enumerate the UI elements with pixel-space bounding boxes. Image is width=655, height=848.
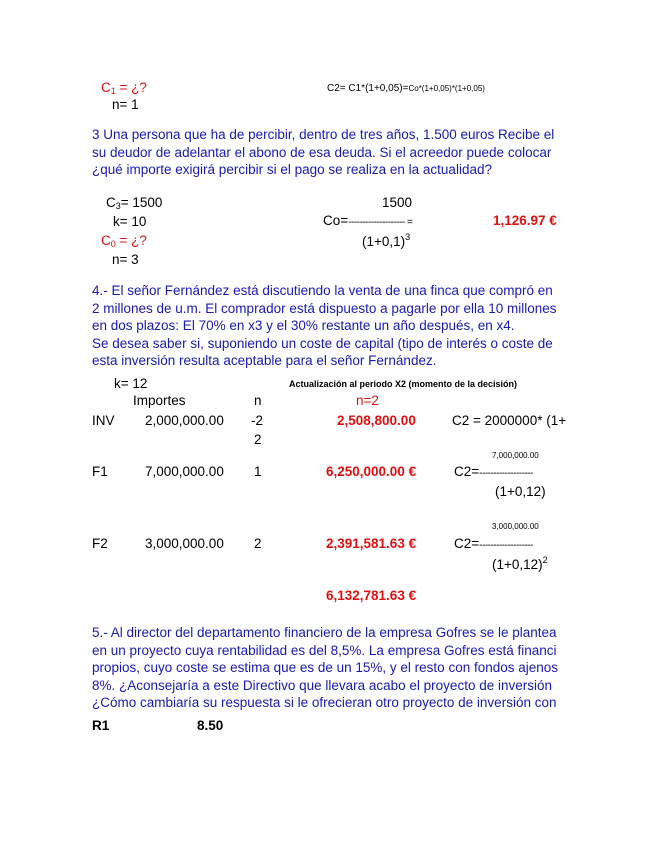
col-importes: Importes xyxy=(133,393,186,408)
c2-formula: C2= C1*(1+0,05)=Co*(1+0,05)*(1+0,05) xyxy=(327,83,485,94)
problem-4-statement: 4.- El señor Fernández está discutiendo la venta de una finca que compró en 2 millones de u.m. El comprador está dispuesto a pagarle por ella 10 millones en dos plazos: El 70% en x3 y el 30% restante un año después, en x4. Se desea saber si, suponiendo un coste de capital (tipo de interés o coste de esta inversión resulta aceptable para el señor Fernández. xyxy=(92,283,557,369)
row-f1-importe: 7,000,000.00 xyxy=(145,464,224,479)
total-value: 6,132,781.63 € xyxy=(326,588,417,603)
row-inv-value: 2,508,800.00 xyxy=(337,413,416,428)
c1-label: $C_1$ = ¿? xyxy=(101,80,147,96)
r1-label: R1 xyxy=(92,718,110,733)
n3-label: n= 3 xyxy=(112,252,139,267)
row-f1-label: F1 xyxy=(92,464,108,479)
row-inv-label: INV xyxy=(92,413,115,428)
row-f1-formula-den: (1+0,12) xyxy=(495,484,546,499)
row-f1-formula-num: 7,000,000.00 xyxy=(492,451,539,460)
result-value: 1,126.97 € xyxy=(493,213,557,228)
r1-value: 8.50 xyxy=(197,718,224,733)
row-f1-n: 1 xyxy=(254,464,262,479)
col-n2: n=2 xyxy=(356,393,379,408)
fraction-denominator: $(1+0,1)^3$ xyxy=(362,232,411,249)
problem-3-statement: 3 Una persona que ha de percibir, dentro de tres años, 1.500 euros Recibe el su deudor de adelantar el abono de esa deuda. Si el acreedor puede colocar ¿qué importe exigirá percibir si el pago se realiza en la actualidad? xyxy=(92,127,555,178)
col-n: n xyxy=(254,393,262,408)
row-inv-n-extra: 2 xyxy=(254,432,262,447)
row-f2-label: F2 xyxy=(92,536,108,551)
k12-label: k= 12 xyxy=(114,376,148,391)
row-inv-importe: 2,000,000.00 xyxy=(145,413,224,428)
row-f1-value: 6,250,000.00 € xyxy=(326,464,417,479)
fraction-numerator: 1500 xyxy=(382,195,413,210)
co-equals: Co=-------------------- = xyxy=(323,213,413,228)
row-f2-formula-eq: C2=------------------- xyxy=(454,536,533,551)
row-f2-formula-den: $(1+0,12)^2$ xyxy=(492,555,548,572)
problem-5-statement: 5.- Al director del departamento financiero de la empresa Gofres se le plantea en un proyecto cuya rentabilidad es del 8,5%. La empresa Gofres está financi propios, cuyo coste se estima que es de un 15%, y el resto con fondos ajenos 8%. ¿Aconsejaría a este Directivo que llevara acabo el proyecto de inversión ¿Cómo cambiaría su respuesta si le ofrecieran otro proyecto de inversión con xyxy=(92,625,559,711)
n1-label: n= 1 xyxy=(112,97,139,112)
col-actualizacion: Actualización al periodo X2 (momento de la decisión) xyxy=(289,379,518,389)
row-inv-formula: C2 = 2000000* (1+ xyxy=(452,414,567,428)
k-label: k= 10 xyxy=(113,214,147,229)
c0-label: $C_0$ = ¿? xyxy=(101,233,147,249)
row-f1-formula-eq: C2=------------------- xyxy=(454,464,533,479)
row-f2-formula-num: 3,000,000.00 xyxy=(492,522,539,531)
row-f2-n: 2 xyxy=(254,536,262,551)
row-f2-importe: 3,000,000.00 xyxy=(145,536,224,551)
row-inv-n: -2 xyxy=(251,413,264,428)
row-f2-value: 2,391,581.63 € xyxy=(326,536,417,551)
c3-label: $C_3= 1500$ xyxy=(106,195,163,211)
